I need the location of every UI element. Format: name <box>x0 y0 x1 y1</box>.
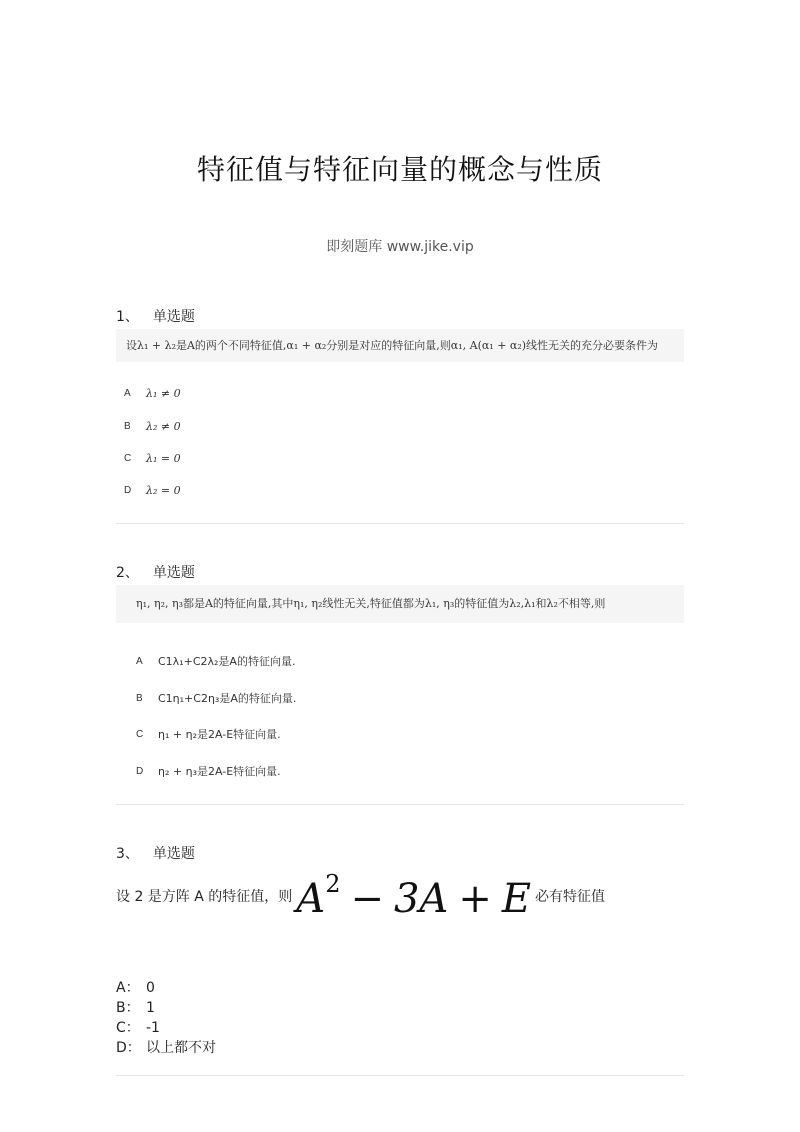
question-2-stem: η₁, η₂, η₃都是A的特征向量,其中η₁, η₂线性无关,特征值都为λ₁, η₃的特征值为λ₂,λ₁和λ₂不相等,则 <box>116 585 684 623</box>
q2-option-b[interactable] <box>136 690 296 706</box>
option-text: C1λ₁+C2λ₂是A的特征向量. <box>158 655 296 668</box>
stem-suffix: 必有特征值 <box>535 889 606 905</box>
subtitle: 即刻题库 www.jike.vip <box>326 239 474 255</box>
q1-option-c[interactable] <box>124 452 181 465</box>
question-number: 2、 <box>116 565 139 581</box>
q3-option-c[interactable] <box>116 1017 160 1037</box>
q1-option-d[interactable] <box>124 484 181 497</box>
option-letter: A <box>136 655 143 667</box>
option-letter: C <box>124 453 132 464</box>
question-number: 3、 <box>116 846 139 862</box>
option-letter: B <box>124 421 131 432</box>
stem-prefix: 设 2 是方阵 A 的特征值，则 <box>116 889 293 905</box>
option-text: λ₂ = 0 <box>146 484 181 497</box>
option-letter: C <box>136 728 144 740</box>
option-text: λ₁ ≠ 0 <box>146 387 181 400</box>
q1-option-a[interactable] <box>124 387 181 400</box>
option-text: λ₂ ≠ 0 <box>146 420 181 433</box>
question-type: 单选题 <box>152 846 195 862</box>
question-1-stem: 设λ₁ + λ₂是A的两个不同特征值,α₁ + α₂分别是对应的特征向量,则α₁, A(α₁ + α₂)线性无关的充分必要条件为 <box>116 329 684 362</box>
divider <box>116 804 684 805</box>
question-number: 1、 <box>116 309 139 325</box>
q2-option-a[interactable] <box>136 653 295 669</box>
question-3-header <box>116 843 195 863</box>
q3-option-a[interactable] <box>116 977 155 997</box>
option-label: B： <box>116 1000 140 1016</box>
formula-minus: − <box>350 876 384 922</box>
option-text: η₂ + η₃是2A-E特征向量. <box>158 765 281 778</box>
option-text: λ₁ = 0 <box>146 452 181 465</box>
option-label: D： <box>116 1040 141 1056</box>
divider <box>116 523 684 524</box>
question-2-header <box>116 562 195 582</box>
option-label: C： <box>116 1020 140 1036</box>
q1-option-b[interactable] <box>124 420 181 433</box>
formula-exponent: 2 <box>325 870 341 898</box>
q2-option-d[interactable] <box>136 763 281 779</box>
option-letter: B <box>136 692 143 704</box>
option-letter: A <box>124 388 131 399</box>
option-letter: D <box>124 485 132 496</box>
divider <box>116 1075 684 1076</box>
math-formula <box>296 870 531 922</box>
question-3-stem <box>116 866 605 926</box>
formula-plus: + <box>458 876 492 922</box>
formula-e: E <box>501 876 532 922</box>
option-text: 1 <box>146 1000 155 1016</box>
formula-3a: 3A <box>393 876 449 922</box>
q3-option-b[interactable] <box>116 997 155 1017</box>
option-text: -1 <box>146 1020 160 1036</box>
option-text: η₁ + η₂是2A-E特征向量. <box>158 728 281 741</box>
option-text: C1η₁+C2η₃是A的特征向量. <box>158 692 297 705</box>
option-text: 以上都不对 <box>146 1040 216 1056</box>
page-title: 特征值与特征向量的概念与性质 <box>196 153 603 186</box>
question-type: 单选题 <box>152 565 195 581</box>
formula-a: A <box>296 876 326 922</box>
option-text: 0 <box>146 980 155 996</box>
question-type: 单选题 <box>152 309 195 325</box>
question-1-header <box>116 306 195 326</box>
option-letter: D <box>136 765 144 777</box>
q2-option-c[interactable] <box>136 726 281 742</box>
option-label: A： <box>116 980 140 996</box>
q3-option-d[interactable] <box>116 1037 216 1057</box>
